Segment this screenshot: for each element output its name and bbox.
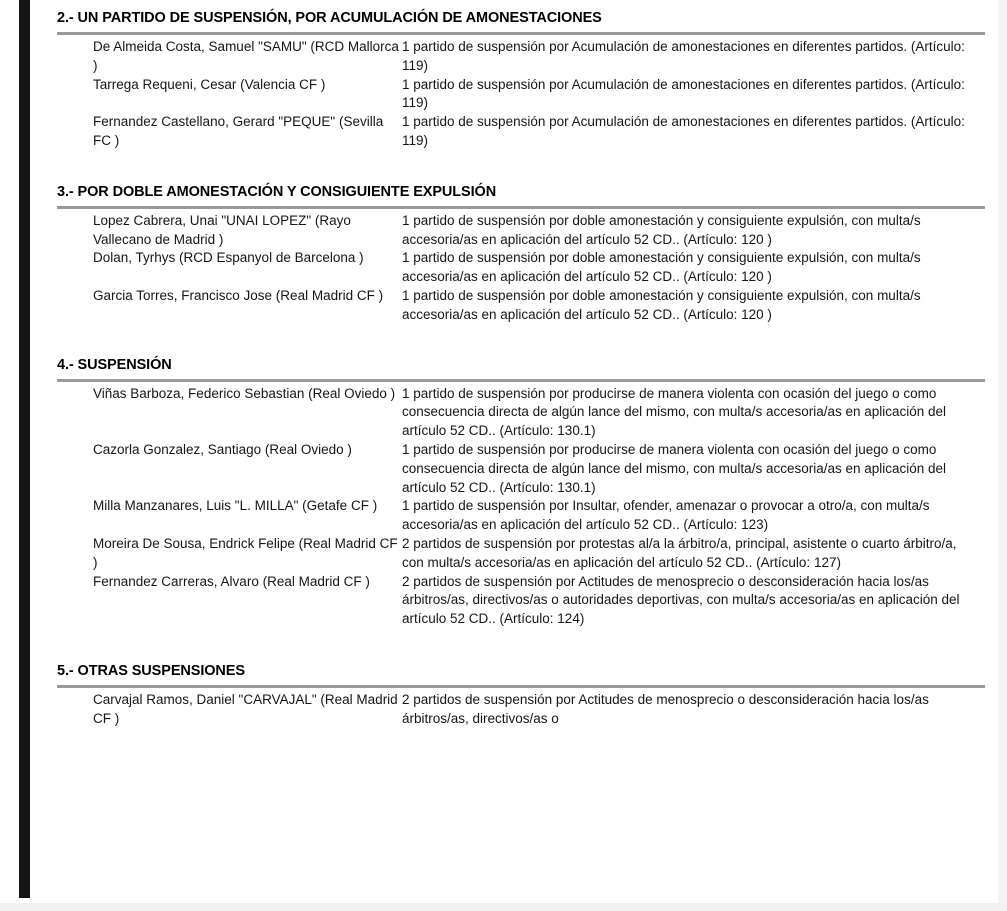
sanction-text: 1 partido de suspensión por doble amonestación y consiguiente expulsión, con multa/s accesoria/as en aplicación del artículo 52 CD.. (Artículo: 120 ) [402, 250, 921, 285]
player-name: Fernandez Castellano, Gerard "PEQUE" (Sevilla FC ) [93, 114, 384, 148]
table-row [0, 38, 1007, 76]
section-spacer [0, 629, 1007, 663]
section-4 [0, 357, 1007, 629]
section-4-rows [0, 385, 1007, 629]
player-name: De Almeida Costa, Samuel "SAMU" (RCD Mallorca ) [93, 39, 399, 73]
table-row [0, 573, 1007, 629]
section-5-title: 5.- OTRAS SUSPENSIONES [57, 662, 245, 679]
section-2 [0, 0, 1007, 151]
table-row [0, 113, 1007, 151]
section-2-rows [0, 38, 1007, 151]
table-row [0, 441, 1007, 497]
table-row [0, 287, 1007, 325]
section-5 [0, 663, 1007, 729]
section-5-rows [0, 691, 1007, 729]
sanction-text: 2 partidos de suspensión por Actitudes de menosprecio o desconsideración hacia los/as árbitros/as, directivos/as o autoridades deportivas, con multa/s accesoria/as en aplicación del artículo 52 CD.. (Artículo: 124) [402, 573, 960, 627]
section-spacer [0, 151, 1007, 184]
section-5-rule [57, 685, 985, 688]
sanction-text: 1 partido de suspensión por doble amonestación y consiguiente expulsión, con multa/s accesoria/as en aplicación del artículo 52 CD.. (Artículo: 120 ) [402, 287, 921, 322]
player-name: Fernandez Carreras, Alvaro (Real Madrid CF ) [93, 573, 370, 589]
player-name: Moreira De Sousa, Endrick Felipe (Real Madrid CF ) [93, 535, 398, 570]
sanction-text: 1 partido de suspensión por Acumulación de amonestaciones en diferentes partidos. (Artículo: 119) [402, 114, 965, 148]
table-row [0, 212, 1007, 250]
section-3-title: 3.- POR DOBLE AMONESTACIÓN Y CONSIGUIENTE EXPULSIÓN [57, 183, 497, 200]
player-name: Lopez Cabrera, Unai "UNAI LOPEZ" (Rayo Vallecano de Madrid ) [93, 212, 351, 247]
table-row [0, 691, 1007, 729]
sanction-text: 2 partidos de suspensión por protestas al/a la árbitro/a, principal, asistente o cuarto árbitro/a, con multa/s accesoria/as en aplicación del artículo 52 CD.. (Artículo: 127) [402, 535, 957, 570]
player-name: Carvajal Ramos, Daniel "CARVAJAL" (Real Madrid CF ) [93, 691, 398, 726]
player-name: Milla Manzanares, Luis "L. MILLA" (Getafe CF ) [93, 498, 378, 514]
table-row [0, 385, 1007, 441]
table-row [0, 249, 1007, 287]
player-name: Dolan, Tyrhys (RCD Espanyol de Barcelona ) [93, 250, 364, 266]
section-2-title: 2.- UN PARTIDO DE SUSPENSIÓN, POR ACUMULACIÓN DE AMONESTACIONES [57, 10, 602, 26]
sanction-text: 1 partido de suspensión por Acumulación de amonestaciones en diferentes partidos. (Artículo: 119) [402, 76, 965, 111]
section-3-rule [57, 206, 985, 209]
page-bottom-edge [0, 903, 1007, 911]
table-row [0, 535, 1007, 573]
section-2-rule [57, 32, 985, 35]
sanction-text: 1 partido de suspensión por producirse de manera violenta con ocasión del juego o como consecuencia directa de algún lance del mismo, con multa/s accesoria/as en aplicación del artículo 52 CD.. (Artículo: 130.1) [402, 441, 947, 495]
table-row [0, 497, 1007, 535]
section-4-title: 4.- SUSPENSIÓN [57, 356, 172, 373]
player-name: Viñas Barboza, Federico Sebastian (Real Oviedo ) [93, 385, 396, 401]
player-name: Garcia Torres, Francisco Jose (Real Madrid CF ) [93, 287, 384, 303]
sanction-text: 1 partido de suspensión por doble amonestación y consiguiente expulsión, con multa/s accesoria/as en aplicación del artículo 52 CD.. (Artículo: 120 ) [402, 212, 921, 247]
section-3-rows [0, 212, 1007, 325]
sanction-text: 1 partido de suspensión por Insultar, ofender, amenazar o provocar a otro/a, con multa/s accesoria/as en aplicación del artículo 52 CD.. (Artículo: 123) [402, 498, 930, 533]
section-3 [0, 184, 1007, 325]
player-name: Cazorla Gonzalez, Santiago (Real Oviedo ) [93, 441, 352, 457]
player-name: Tarrega Requeni, Cesar (Valencia CF ) [93, 76, 326, 92]
section-spacer [0, 325, 1007, 357]
sanction-text: 1 partido de suspensión por producirse de manera violenta con ocasión del juego o como consecuencia directa de algún lance del mismo, con multa/s accesoria/as en aplicación del artículo 52 CD.. (Artículo: 130.1) [402, 385, 947, 439]
sanction-text: 1 partido de suspensión por Acumulación de amonestaciones en diferentes partidos. (Artículo: 119) [402, 39, 965, 73]
table-row [0, 76, 1007, 114]
section-4-rule [57, 379, 985, 382]
sanction-text: 2 partidos de suspensión por Actitudes de menosprecio o desconsideración hacia los/as árbitros/as, directivos/as o [402, 691, 929, 726]
